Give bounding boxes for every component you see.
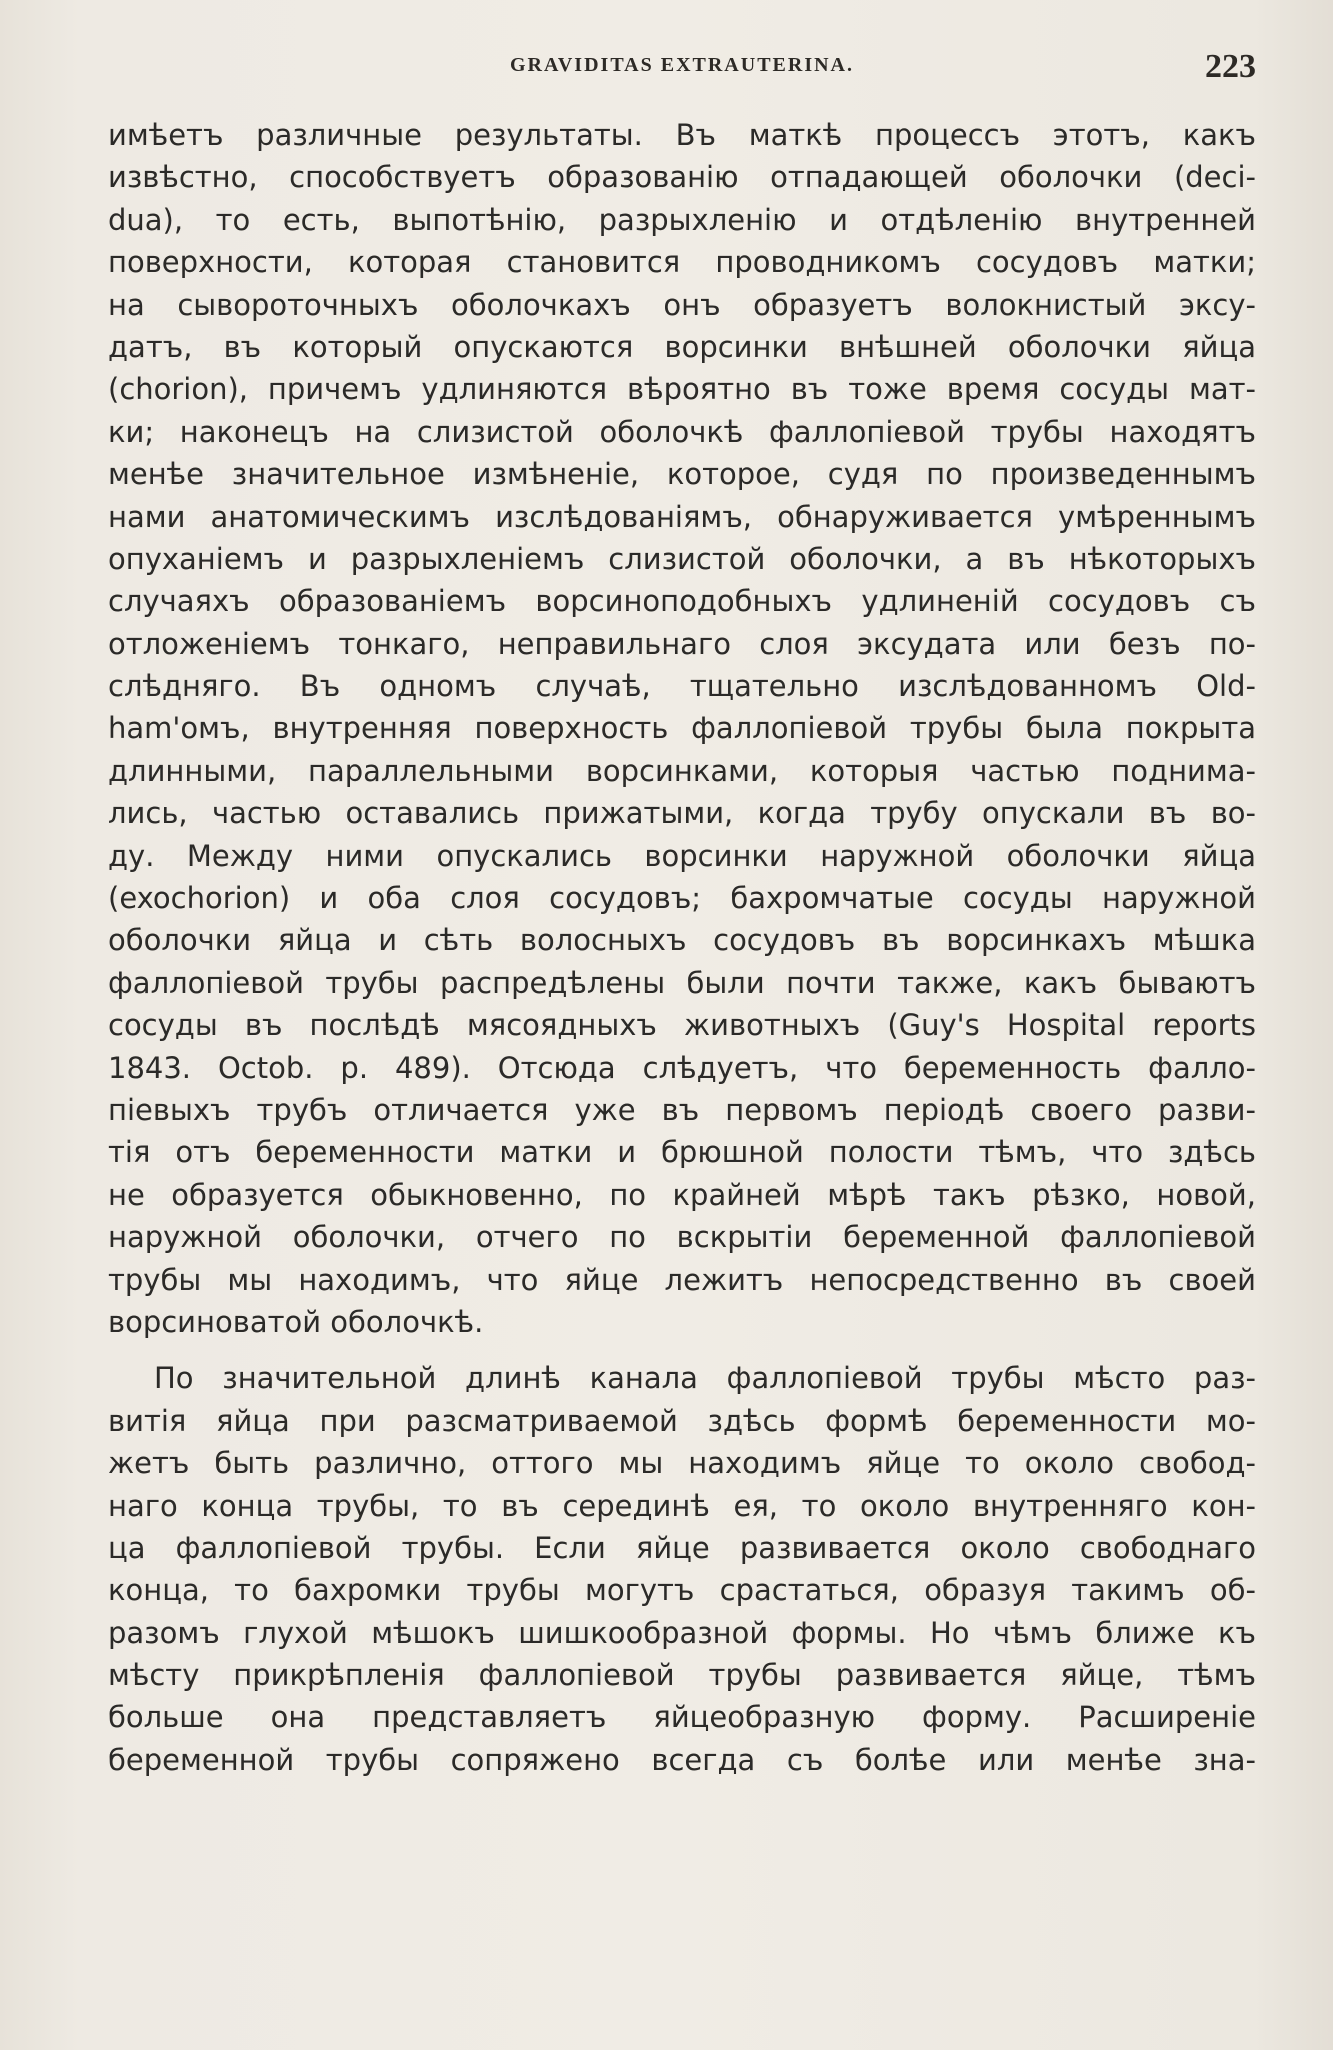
running-title: GRAVIDITAS EXTRAUTERINA. — [510, 54, 854, 76]
text-line: поверхности, которая становится проводникомъ сосудовъ матки; — [108, 245, 1256, 280]
text-line: тія отъ беременности матки и брюшной полости тѣмъ, что здѣсь — [108, 1135, 1256, 1170]
text-line: извѣстно, способствуетъ образованію отпадающей оболочки (deci- — [108, 160, 1256, 195]
page-number: 223 — [1205, 48, 1256, 85]
text-line: жетъ быть различно, оттого мы находимъ яйце то около свобод- — [108, 1446, 1256, 1481]
text-line: (exochorion) и оба слоя сосудовъ; бахромчатые сосуды наружной — [108, 881, 1256, 916]
text-line: витія яйца при разсматриваемой здѣсь формѣ беременности мо- — [108, 1403, 1256, 1438]
text-line: сосуды въ послѣдѣ мясоядныхъ животныхъ (Guy's Hospital reports — [108, 1008, 1256, 1043]
text-line: беременной трубы сопряжено всегда съ болѣе или менѣе зна- — [108, 1742, 1256, 1777]
text-line: ца фаллопіевой трубы. Если яйце развивается около свободнаго — [108, 1530, 1256, 1565]
text-line: dua), то есть, выпотѣнію, разрыхленію и отдѣленію внутренней — [108, 202, 1256, 237]
text-line: менѣе значительное измѣненіе, которое, судя по произведеннымъ — [108, 457, 1256, 492]
text-line: 1843. Octob. p. 489). Отсюда слѣдуетъ, что беременность фалло- — [108, 1050, 1256, 1085]
paragraph — [108, 114, 1256, 1343]
text-line: ham'омъ, внутренняя поверхность фаллопіевой трубы была покрыта — [108, 711, 1256, 746]
text-line: піевыхъ трубъ отличается уже въ первомъ періодѣ своего разви- — [108, 1092, 1256, 1127]
text-line: лись, частью оставались прижатыми, когда трубу опускали въ во- — [108, 796, 1256, 831]
text-line: длинными, параллельными ворсинками, которыя частью поднима- — [108, 753, 1256, 788]
text-line: случаяхъ образованіемъ ворсиноподобныхъ удлиненій сосудовъ съ — [108, 584, 1256, 619]
text-line: разомъ глухой мѣшокъ шишкообразной формы. Но чѣмъ ближе къ — [108, 1615, 1256, 1650]
text-line: оболочки яйца и сѣть волосныхъ сосудовъ въ ворсинкахъ мѣшка — [108, 923, 1256, 958]
text-line: на сывороточныхъ оболочкахъ онъ образуетъ волокнистый эксу- — [108, 287, 1256, 322]
text-line: трубы мы находимъ, что яйце лежитъ непосредственно въ своей — [108, 1262, 1256, 1297]
page-header — [108, 48, 1256, 88]
text-line: конца, то бахромки трубы могутъ срастаться, образуя такимъ об- — [108, 1573, 1256, 1608]
text-line: имѣетъ различные результаты. Въ маткѣ процессъ этотъ, какъ — [108, 118, 1256, 152]
text-line: наго конца трубы, то въ серединѣ ея, то около внутренняго кон- — [108, 1488, 1256, 1523]
paragraph — [108, 1357, 1256, 1781]
text-line: нами анатомическимъ изслѣдованіямъ, обнаруживается умѣреннымъ — [108, 499, 1256, 534]
text-line: ду. Между ними опускались ворсинки наружной оболочки яйца — [108, 838, 1256, 873]
text-line: ки; наконецъ на слизистой оболочкѣ фаллопіевой трубы находятъ — [108, 414, 1256, 449]
text-line: слѣдняго. Въ одномъ случаѣ, тщательно изслѣдованномъ Old- — [108, 669, 1256, 704]
text-line: наружной оболочки, отчего по вскрытіи беременной фаллопіевой — [108, 1220, 1256, 1255]
text-line: мѣсту прикрѣпленія фаллопіевой трубы развивается яйце, тѣмъ — [108, 1658, 1256, 1693]
body-text — [108, 114, 1256, 1781]
text-line: (chorion), причемъ удлиняются вѣроятно въ тоже время сосуды мат- — [108, 372, 1256, 407]
text-line: ворсиноватой оболочкѣ. — [108, 1304, 484, 1339]
text-line: По значительной длинѣ канала фаллопіевой трубы мѣсто раз- — [154, 1361, 1256, 1396]
text-line: опуханіемъ и разрыхленіемъ слизистой оболочки, а въ нѣкоторыхъ — [108, 541, 1256, 576]
text-line: фаллопіевой трубы распредѣлены были почти также, какъ бываютъ — [108, 965, 1256, 1000]
text-line: не образуется обыкновенно, по крайней мѣрѣ такъ рѣзко, новой, — [108, 1177, 1256, 1212]
text-line: больше она представляетъ яйцеобразную форму. Расширеніе — [108, 1700, 1256, 1735]
text-line: датъ, въ который опускаются ворсинки внѣшней оболочки яйца — [108, 329, 1256, 364]
paragraph-gap — [108, 1343, 1256, 1357]
text-line: отложеніемъ тонкаго, неправильнаго слоя эксудата или безъ по- — [108, 626, 1256, 661]
